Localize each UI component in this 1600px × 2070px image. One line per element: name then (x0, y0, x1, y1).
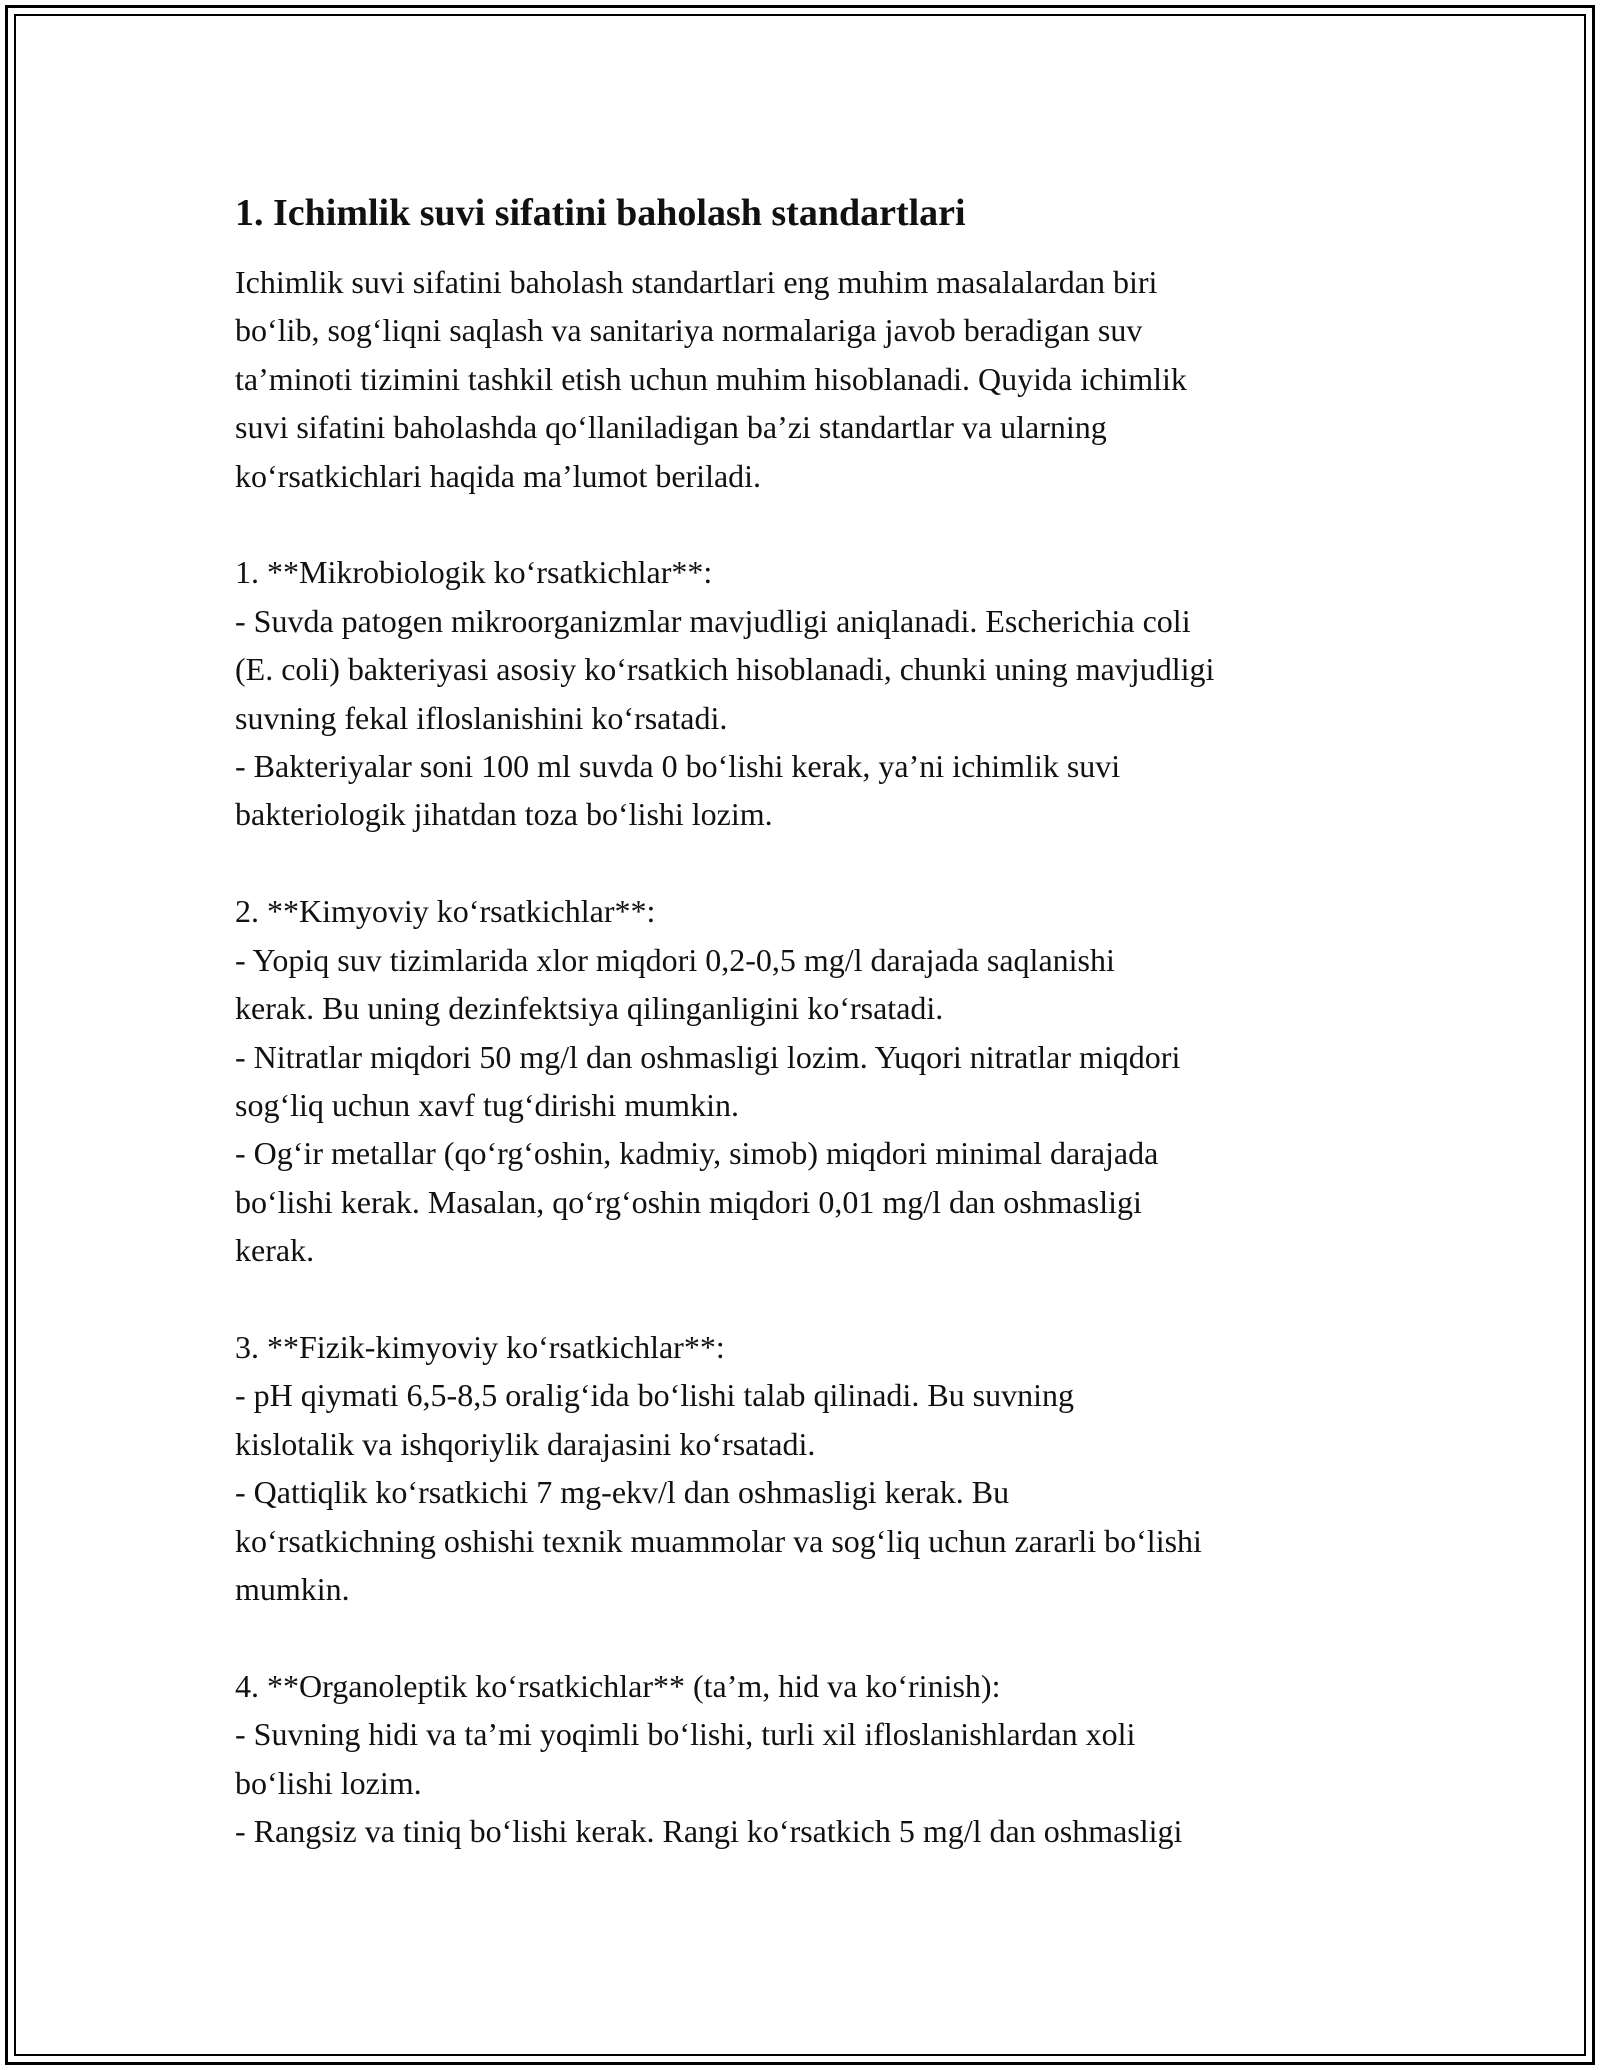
page-title: 1. Ichimlik suvi sifatini baholash standartlari (235, 192, 966, 234)
document-content (235, 188, 1375, 1855)
document-body: Ichimlik suvi sifatini baholash standartlari eng muhim masalalardan biri bo‘lib, sog‘liqni saqlash va sanitariya normalariga javob beradigan suv ta’minoti tizimini tashkil etish uchun muhim hisoblanadi. Quyida ichimlik suvi sifatini baholashda qo‘llaniladigan ba’zi standartlar va ularning ko‘rsatkichlari haqida ma’lumot beriladi. 1. **Mikrobiologik ko‘rsatkichlar**: - Suvda patogen mikroorganizmlar mavjudligi aniqlanadi. Escherichia coli (E. coli) bakteriyasi asosiy ko‘rsatkich hisoblanadi, chunki uning mavjudligi suvning fekal ifloslanishini ko‘rsatadi. - Bakteriyalar soni 100 ml suvda 0 bo‘lishi kerak, ya’ni ichimlik suvi bakteriologik jihatdan toza bo‘lishi lozim. 2. **Kimyoviy ko‘rsatkichlar**: - Yopiq suv tizimlarida xlor miqdori 0,2-0,5 mg/l darajada saqlanishi kerak. Bu uning dezinfektsiya qilinganligini ko‘rsatadi. - Nitratlar miqdori 50 mg/l dan oshmasligi lozim. Yuqori nitratlar miqdori sog‘liq uchun xavf tug‘dirishi mumkin. - Og‘ir metallar (qo‘rg‘oshin, kadmiy, simob) miqdori minimal darajada bo‘lishi kerak. Masalan, qo‘rg‘oshin miqdori 0,01 mg/l dan oshmasligi kerak. 3. **Fizik-kimyoviy ko‘rsatkichlar**: - pH qiymati 6,5-8,5 oralig‘ida bo‘lishi talab qilinadi. Bu suvning kislotalik va ishqoriylik darajasini ko‘rsatadi. - Qattiqlik ko‘rsatkichi 7 mg-ekv/l dan oshmasligi kerak. Bu ko‘rsatkichning oshishi texnik muammolar va sog‘liq uchun zararli bo‘lishi mumkin. 4. **Organoleptik ko‘rsatkichlar** (ta’m, hid va ko‘rinish): - Suvning hidi va ta’mi yoqimli bo‘lishi, turli xil ifloslanishlardan xoli bo‘lishi lozim. - Rangsiz va tiniq bo‘lishi kerak. Rangi ko‘rsatkich 5 mg/l dan oshmasligi (235, 264, 1215, 1849)
